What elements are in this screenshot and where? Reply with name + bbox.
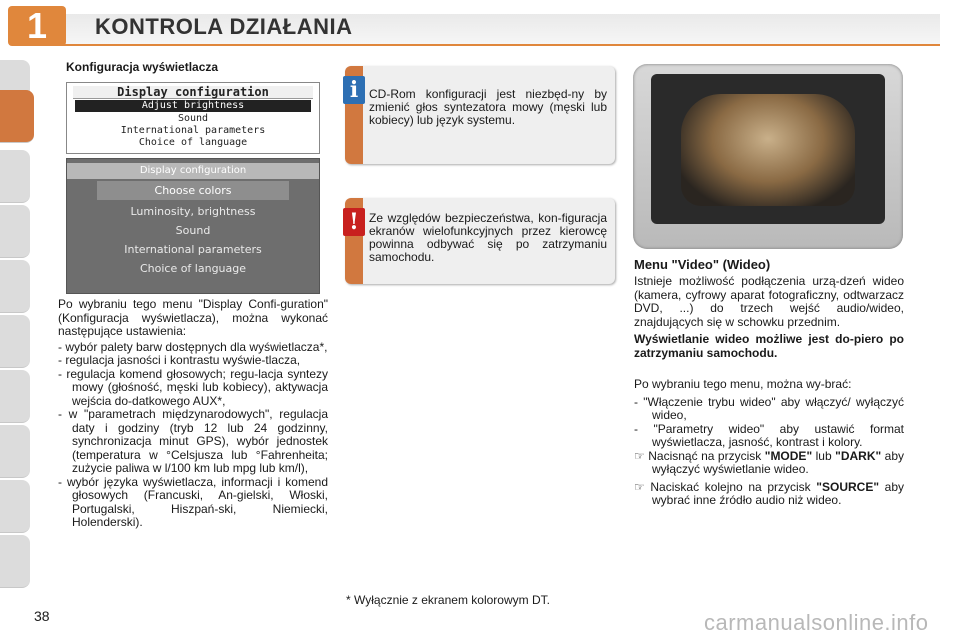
screen-item: Choice of language xyxy=(138,137,248,148)
screen-item: Choice of language xyxy=(139,262,247,275)
info-icon: i xyxy=(343,76,365,104)
hand-pointer-icon: ☞ xyxy=(634,479,651,494)
chapter-tab xyxy=(0,260,30,313)
warning-text: Ze względów bezpieczeństwa, kon-figuracja ekranów wielofunkcyjnych przez kierowcę powinna odbywać się po zatrzymaniu samochodu. xyxy=(369,211,607,264)
screen-item-selected: Adjust brightness xyxy=(75,100,311,112)
video-screen-photo xyxy=(633,64,903,249)
watermark: carmanualsonline.info xyxy=(704,610,929,635)
hand-pointer-icon: ☞ xyxy=(634,448,649,463)
screen-title: Display configuration xyxy=(67,163,319,179)
mode-key: "MODE" xyxy=(764,448,813,463)
list-item: - regulacja jasności i kontrastu wyświe-tlacza, xyxy=(58,353,301,367)
settings-list xyxy=(58,341,328,530)
video-paragraph: Istnieje możliwość podłączenia urzą-dzeń wideo (kamera, cyfrowy aparat fotograficzny, odtwarzacz DVD, ...) do trzech wejść audio/wideo, znajdujących się w schowku przednim. xyxy=(634,274,904,329)
screen-item-selected: Choose colors xyxy=(97,181,289,200)
display-config-screen-large xyxy=(66,158,320,294)
video-menu-title: Menu "Video" (Wideo) xyxy=(634,257,771,272)
warning-icon: ! xyxy=(343,208,365,236)
page-title: KONTROLA DZIAŁANIA xyxy=(95,14,353,39)
list-item: - "Włączenie trybu wideo" aby włączyć/ wyłączyć wideo, xyxy=(634,394,904,422)
chapter-tabs xyxy=(0,60,34,580)
list-item: ☞ Naciskać kolejno na przycisk "SOURCE" aby wybrać inne źródło audio niż wideo. xyxy=(634,479,904,507)
list-item: ☞ Nacisnąć na przycisk "MODE" lub "DARK" aby wyłączyć wyświetlanie wideo. xyxy=(634,448,905,476)
right-column-text xyxy=(634,275,904,508)
info-box xyxy=(345,66,615,164)
footnote: * Wyłącznie z ekranem kolorowym DT. xyxy=(346,593,550,607)
chapter-number: 1 xyxy=(8,6,66,46)
screen-item: Sound xyxy=(177,113,209,124)
dark-key: "DARK" xyxy=(835,448,882,463)
chapter-tab xyxy=(0,150,30,203)
car-image xyxy=(681,94,855,206)
chapter-tab xyxy=(0,425,30,478)
chapter-tab xyxy=(0,205,30,258)
screen-item: Sound xyxy=(175,224,211,237)
video-options-list xyxy=(634,396,904,508)
chapter-tab xyxy=(0,315,30,368)
source-key: "SOURCE" xyxy=(816,479,880,494)
chapter-tab xyxy=(0,480,30,533)
screen-item: International parameters xyxy=(120,125,266,136)
list-item: - wybór palety barw dostępnych dla wyświetlacza*, xyxy=(58,339,328,354)
list-item: - regulacja komend głosowych; regu-lacja syntezy mowy (głośność, męski lub kobiecy), aktywacja wejścia do-datkowego AUX*, xyxy=(58,366,328,408)
left-column-text xyxy=(58,298,328,530)
list-item: - wybór języka wyświetlacza, informacji i komend głosowych (Francuski, An-gielski, Włoski, Portugalski, Hiszpań-ski, Niemiecki, Holenderski). xyxy=(58,474,328,529)
video-safety-note: Wyświetlanie wideo możliwe jest do-piero po zatrzymaniu samochodu. xyxy=(634,332,904,360)
video-select-paragraph: Po wybraniu tego menu, można wy-brać: xyxy=(634,377,852,391)
chapter-tab xyxy=(0,535,30,588)
section-title: Konfiguracja wyświetlacza xyxy=(66,60,219,74)
screen-item: International parameters xyxy=(124,243,262,256)
video-display xyxy=(651,74,885,224)
chapter-tab-active xyxy=(0,90,34,143)
page-number: 38 xyxy=(34,608,50,624)
info-text: CD-Rom konfiguracji jest niezbęd-ny by zmienić głos syntezatora mowy (męski lub kobiecy) lub język systemu. xyxy=(369,87,607,127)
display-config-screen-small xyxy=(66,82,320,154)
screen-title: Display configuration xyxy=(73,86,313,99)
intro-paragraph: Po wybraniu tego menu "Display Confi-guration" (Konfiguracja wyświetlacza), można wykonać następujące ustawienia: xyxy=(58,297,328,338)
screen-item: Luminosity, brightness xyxy=(130,205,256,218)
list-item: - w "parametrach międzynarodowych", regulacja daty i godziny (tryb 12 lub 24 godzinny, synchronizacja minut GPS), wybór jednostek (temperatura w °Celsjusza lub °Fahrenheita; zużycie paliwa w l/100 km lub mpg lub km/l), xyxy=(58,407,328,475)
list-item: - "Parametry wideo" aby ustawić format wyświetlacza, jasność, kontrast i kolory. xyxy=(634,421,904,449)
warning-box xyxy=(345,198,615,284)
chapter-tab xyxy=(0,370,30,423)
